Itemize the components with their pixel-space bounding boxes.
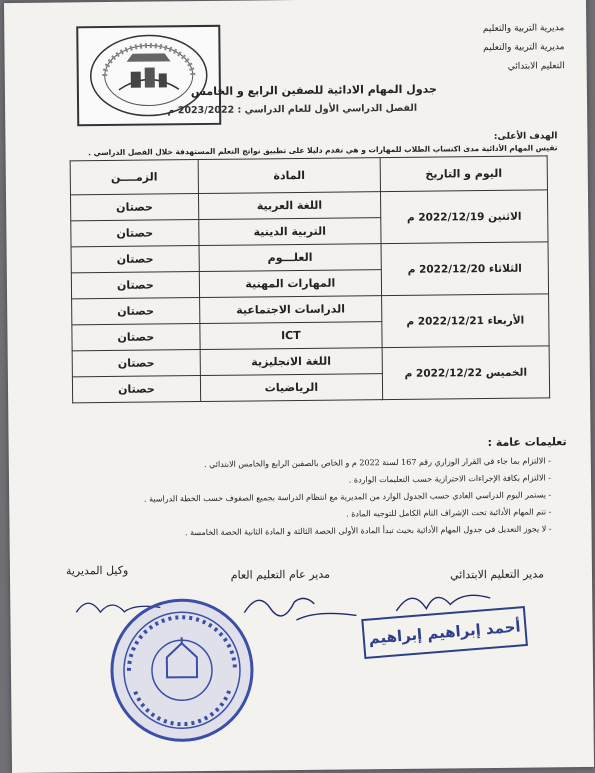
subject-cell: التربية الدينية xyxy=(199,218,381,246)
header-line-1: مديرية التربية والتعليم xyxy=(482,23,565,35)
note-item: - لا يجوز التعديل في جدول المهام الأدائية بحيث تبدأ المادة الأولى الحصة الثالثة و المادة الثانية الحصة الخامسة . xyxy=(184,524,552,538)
day-cell: الاثنين 2022/12/19 م xyxy=(380,190,548,244)
duration-cell: حصتان xyxy=(72,324,200,351)
header-right xyxy=(483,19,565,77)
duration-cell: حصتان xyxy=(71,246,199,273)
table-header-row xyxy=(70,156,547,195)
page-title: جدول المهام الادائية للصفين الرابع و الخامس xyxy=(190,82,437,99)
header-duration: الزمــــن xyxy=(70,160,198,195)
name-stamp-text: أحمد إبراهيم إبراهيم xyxy=(368,617,522,648)
subject-cell: ICT xyxy=(200,322,382,350)
header-day: اليوم و التاريخ xyxy=(380,156,547,192)
note-item: - الالتزام بما جاء في القرار الوزاري رقم 167 لسنة 2022 م و الخاص بالصفين الرابع والخامس الابتدائي . xyxy=(203,456,551,469)
table-row xyxy=(71,242,548,273)
signature-left-title: وكيل المديرية xyxy=(65,563,129,578)
duration-cell: حصتان xyxy=(72,376,200,403)
goal-text: تقيس المهام الأدائية مدى اكتساب الطلاب للمهارات و هي تقدم دليلا على تطبيق نواتج التعلم المستهدفة خلال الفصل الدراسي . xyxy=(88,143,558,158)
header-subject: المادة xyxy=(198,158,380,194)
note-item: - تتم المهام الأدائية تحت الإشراف التام الكامل للتوجيه المادة . xyxy=(346,507,552,519)
subject-cell: العلـــوم xyxy=(199,244,381,272)
note-item: - الالتزام بكافة الإجراءات الاحترازية حسب التعليمات الواردة . xyxy=(348,473,552,485)
subject-cell: المهارات المهنية xyxy=(199,270,381,298)
day-cell: الثلاثاء 2022/12/20 م xyxy=(381,242,549,296)
duration-cell: حصتان xyxy=(72,350,200,377)
table-row xyxy=(70,190,547,221)
subject-cell: الدراسات الاجتماعية xyxy=(199,296,381,324)
header-line-2: مديرية التربية والتعليم xyxy=(483,42,565,54)
table-row xyxy=(72,346,549,377)
duration-cell: حصتان xyxy=(71,272,199,299)
duration-cell: حصتان xyxy=(70,194,198,221)
signature-middle-title: مدير عام التعليم العام xyxy=(230,567,331,582)
subject-cell: اللغة الانجليزية xyxy=(200,348,382,376)
notes-title: تعليمات عامة : xyxy=(487,435,567,450)
signature-right-title: مدير التعليم الابتدائي xyxy=(450,567,545,582)
duration-cell: حصتان xyxy=(71,220,199,247)
notes-list xyxy=(51,455,552,545)
header-line-3: التعليم الابتدائي xyxy=(507,61,565,72)
page-subtitle: الفصل الدراسي الأول للعام الدراسي : 2023/2022 م xyxy=(167,102,418,117)
subject-cell: اللغة العربية xyxy=(198,192,380,220)
day-cell: الأربعاء 2022/12/21 م xyxy=(382,294,550,348)
note-item: - يستمر اليوم الدراسي العادي حسب الجدول الوارد من المديرية مع انتظام الدراسة بجميع الصفوف حسب الخطة الدراسية . xyxy=(143,490,552,504)
duration-cell: حصتان xyxy=(72,298,200,325)
day-cell: الخميس 2022/12/22 م xyxy=(382,346,550,400)
official-seal-icon xyxy=(106,594,258,746)
table-row xyxy=(72,294,549,325)
subject-cell: الرياضيات xyxy=(200,374,382,402)
document-page xyxy=(4,0,594,773)
goal-label: الهدف الأعلى: xyxy=(493,131,558,142)
schedule-table xyxy=(70,155,551,403)
